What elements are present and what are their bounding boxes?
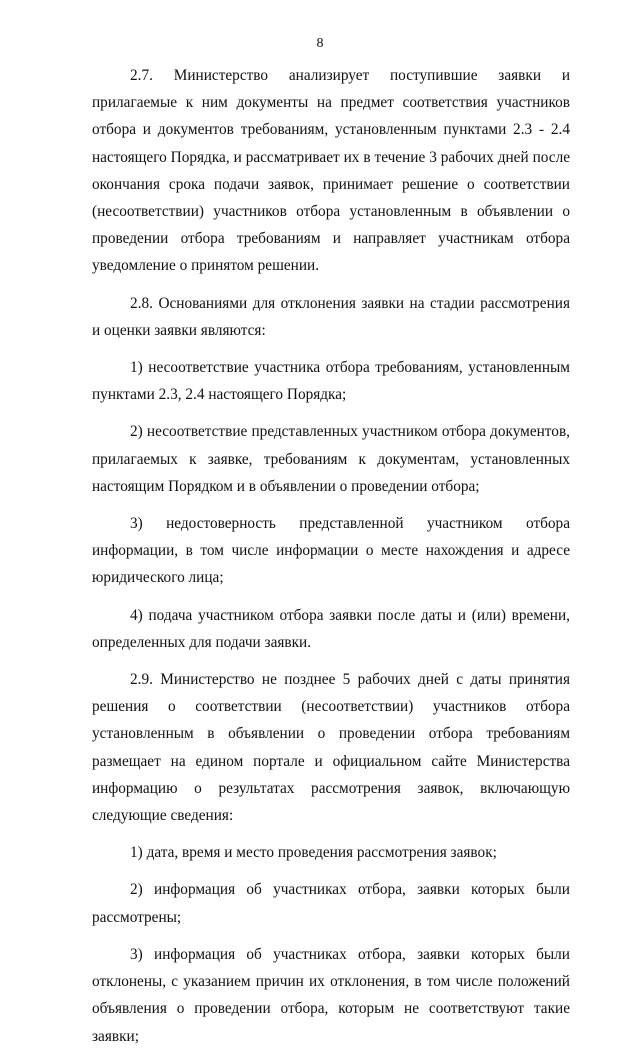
document-body [92,62,570,1060]
clause-2-8-item-2: 2) несоответствие представленных участником отбора документов, прилагаемых к заявке, требованиям к документам, установленных настоящим Порядком и в объявлении о проведении отбора; [92,423,570,495]
clause-2-8-item-4: 4) подача участником отбора заявки после даты и (или) времени, определенных для подачи заявки. [92,606,570,651]
clause-2-7: 2.7. Министерство анализирует поступившие заявки и прилагаемые к ним документы на предмет соответствия участников отбора и документов требованиям, установленным пунктами 2.3 - 2.4 настоящего Порядка, и рассматривает их в течение 3 рабочих дней после окончания срока подачи заявок, принимает решение о соответствии (несоответствии) участников отбора установленным в объявлении о проведении отбора требованиям и направляет участникам отбора уведомление о принятом решении. [92,67,570,275]
clause-2-8: 2.8. Основаниями для отклонения заявки на стадии рассмотрения и оценки заявки являются: [92,294,570,339]
clause-2-8-item-3: 3) недостоверность представленной участником отбора информации, в том числе информации о месте нахождения и адресе юридического лица; [92,515,570,587]
clause-2-9: 2.9. Министерство не позднее 5 рабочих дней с даты принятия решения о соответствии (несоответствии) участников отбора установленным в объявлении о проведении отбора требованиям размещает на едином портале и официальном сайте Министерства информацию о результатах рассмотрения заявок, включающую следующие сведения: [92,671,570,825]
clause-2-9-item-3: 3) информация об участниках отбора, заявки которых были отклонены, с указанием причин их отклонения, в том числе положений объявления о проведении отбора, которым не соответствуют такие заявки; [92,945,570,1045]
clause-2-8-item-1: 1) несоответствие участника отбора требованиям, установленным пунктами 2.3, 2.4 настоящего Порядка; [92,359,570,404]
clause-2-9-item-1: 1) дата, время и место проведения рассмотрения заявок; [130,844,497,862]
page-number: 8 [316,36,324,51]
clause-2-9-item-2: 2) информация об участниках отбора, заявки которых были рассмотрены; [92,881,570,926]
